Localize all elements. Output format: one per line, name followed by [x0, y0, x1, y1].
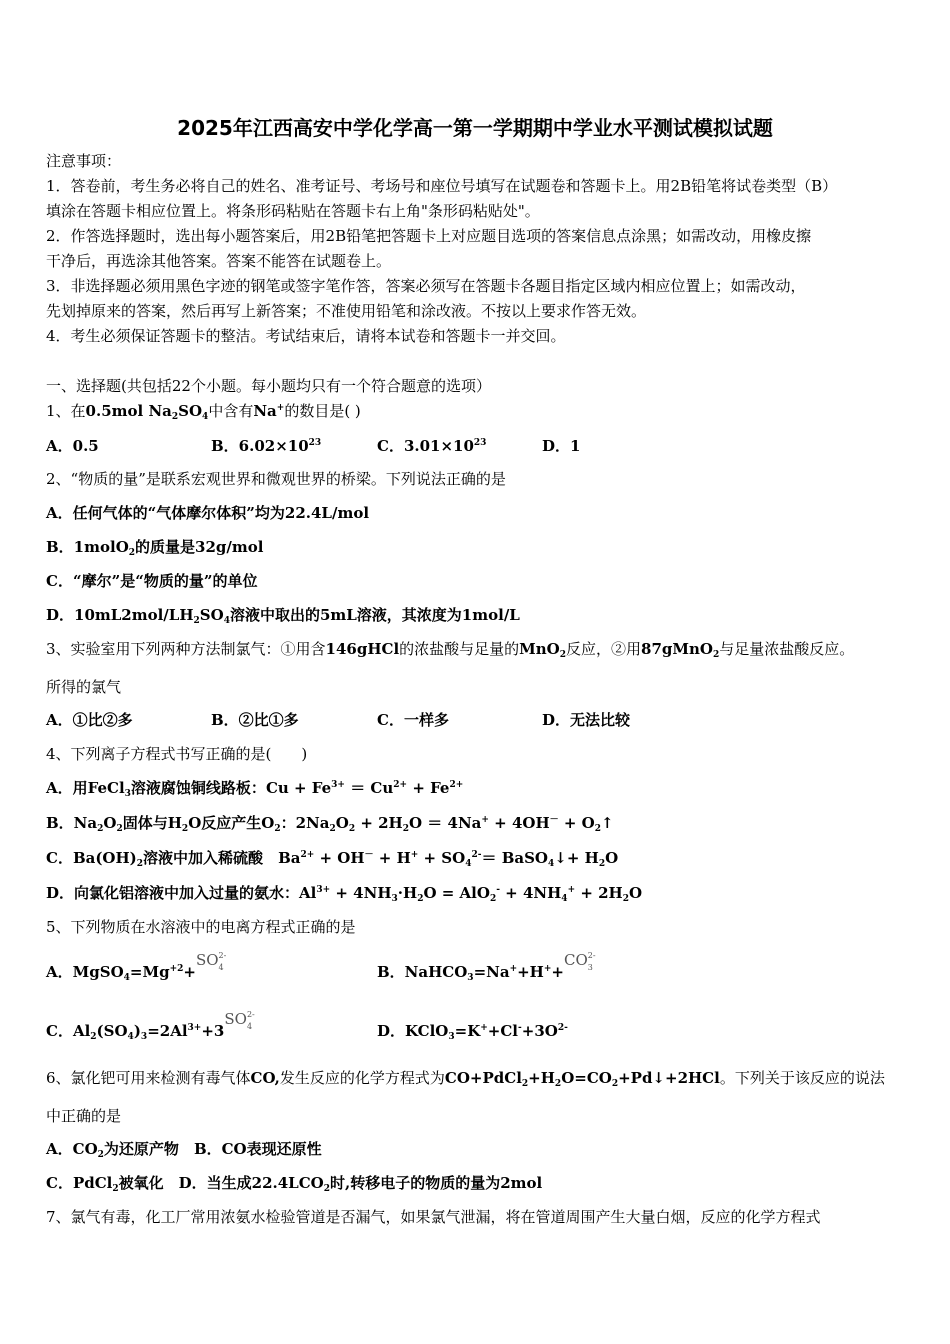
- notice-line: 4．考生必须保证答题卡的整洁。考试结束后，请将本试卷和答题卡一并交回。: [46, 327, 566, 345]
- question-3-option-d: D．无法比较: [542, 711, 631, 729]
- carbonate-ion: CO 2- 3: [563, 951, 596, 972]
- question-1-option-d: D．1: [542, 437, 581, 455]
- notice-line: 1．答卷前，考生务必将自己的姓名、准考证号、考场号和座位号填写在试题卷和答题卡上。用2B铅笔将试卷类型（B）: [46, 177, 838, 195]
- question-2-stem: 2、“物质的量”是联系宏观世界和微观世界的桥梁。下列说法正确的是: [46, 470, 506, 488]
- question-5-option-c: C．$Al_2(SO_4)_3=2Al^{3+}+3SO$ 2- 4: [46, 1010, 255, 1042]
- question-3-option-a: A．①比②多: [46, 711, 133, 729]
- notice-line: 先划掉原来的答案，然后再写上新答案；不准使用铅笔和涂改液。不按以上要求作答无效。: [46, 302, 647, 320]
- notice-line: 干净后，再选涂其他答案。答案不能答在试题卷上。: [46, 252, 392, 270]
- question-4-option-d: D．向氯化铝溶液中加入过量的氨水：$Al^{3+} + 4NH_3\cdot H_2O = AlO_2^- + 4NH_4^+ + 2H_2O$: [46, 884, 643, 904]
- question-3-option-b: B．②比①多: [211, 711, 299, 729]
- question-1-option-c: C．$3.01\times 10^{23}$: [377, 437, 487, 455]
- question-3-option-c: C．一样多: [377, 711, 449, 729]
- sulfate-ion: SO 2- 4: [195, 951, 227, 972]
- sulfate-ion: SO 2- 4: [224, 1010, 255, 1031]
- question-4-option-c: C．$Ba(OH)_2$溶液中加入稀硫酸 $Ba^{2+} + OH^- + H^+ + SO_4^{2-}=$ BaSO$_4$↓+ $H_2O$: [46, 849, 619, 869]
- question-4-option-a: A．用FeCl$_3$溶液腐蚀铜线路板：$Cu + Fe^{3+} = Cu^{2+} + Fe^{2+}$: [46, 779, 464, 799]
- notice-heading: 注意事项：: [46, 152, 122, 170]
- question-3-stem-cont: 所得的氯气: [46, 678, 122, 696]
- question-6-stem: 6、氯化钯可用来检测有毒气体CO,发生反应的化学方程式为$CO+PdCl_2+H_2O=CO_2+Pd↓+2HCl$。下列关于该反应的说法: [46, 1069, 885, 1089]
- question-4-option-b: B．$Na_2O_2$固体与$H_2O$反应产生$O_2$：$2Na_2O_2 + 2H_2O = 4Na^+ + 4OH^-$ + $O_2↑$: [46, 814, 614, 834]
- question-4-stem: 4、下列离子方程式书写正确的是( ): [46, 745, 308, 763]
- question-7-stem: 7、氯气有毒，化工厂常用浓氨水检验管道是否漏气，如果氯气泄漏，将在管道周围产生大量白烟，反应的化学方程式: [46, 1208, 821, 1226]
- question-5-option-d: D．$KClO_3=K^++Cl^-+3O^{2-}$: [377, 1022, 568, 1042]
- question-5-option-b: B．NaHCO$_3$=Na++H++CO 2- 3: [377, 951, 596, 983]
- question-5-stem: 5、下列物质在水溶液中的电离方程式正确的是: [46, 918, 356, 936]
- page-title: 2025年江西高安中学化学高一第一学期期中学业水平测试模拟试题: [177, 116, 773, 140]
- notice-line: 填涂在答题卡相应位置上。将条形码粘贴在答题卡右上角"条形码粘贴处"。: [46, 202, 540, 220]
- question-1-option-b: B．$6.02\times 10^{23}$: [211, 437, 322, 455]
- question-3-stem: 3、实验室用下列两种方法制氯气：①用含146gHCl的浓盐酸与足量的MnO$_2$反应，②用87gMnO$_2$与足量浓盐酸反应。: [46, 640, 855, 660]
- question-2-option-a: A．任何气体的“气体摩尔体积”均为22.4L/mol: [46, 504, 370, 522]
- question-6-stem-cont: 中正确的是: [46, 1107, 122, 1125]
- section-heading: 一、选择题(共包括22个小题。每小题均只有一个符合题意的选项）: [46, 377, 491, 395]
- question-2-option-c: C．“摩尔”是“物质的量”的单位: [46, 572, 258, 590]
- question-6-options-cd: C．PdCl$_2$被氧化 D．当生成$22.4LCO_2$时,转移电子的物质的量为2mol: [46, 1174, 543, 1194]
- question-1-option-a: A．0.5: [46, 437, 99, 455]
- question-2-option-b: B．1molO$_2$的质量是32g/mol: [46, 538, 264, 558]
- question-5-option-a: A．$MgSO_4=Mg^{+2}+SO$ 2- 4: [46, 951, 227, 983]
- question-2-option-d: D．$10mL2mol/LH_2SO_4$溶液中取出的5mL溶液，其浓度为1mol/L: [46, 606, 520, 626]
- question-6-options-ab: A．$CO_2$为还原产物 B．CO表现还原性: [46, 1140, 322, 1160]
- notice-line: 3．非选择题必须用黑色字迹的钢笔或签字笔作答，答案必须写在答题卡各题目指定区域内相应位置上；如需改动，: [46, 277, 806, 295]
- question-1-stem: 1、在0.5mol $Na_2SO_4$中含有Na+的数目是( ): [46, 402, 361, 422]
- notice-line: 2．作答选择题时，选出每小题答案后，用2B铅笔把答题卡上对应题目选项的答案信息点涂黑；如需改动，用橡皮擦: [46, 227, 812, 245]
